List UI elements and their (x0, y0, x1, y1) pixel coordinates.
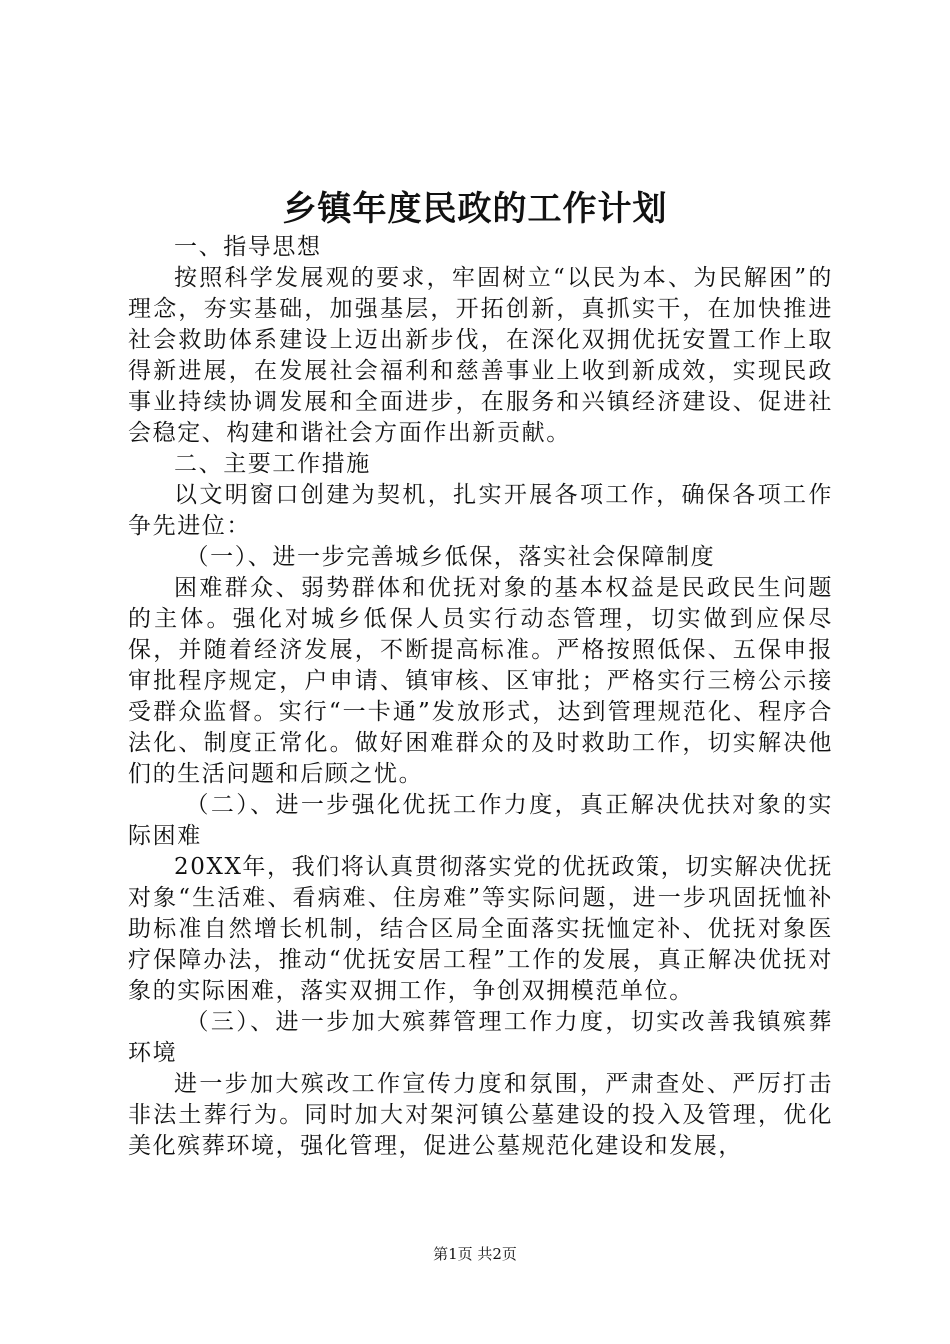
section-heading-guiding-ideology: 一、指导思想 (174, 234, 322, 260)
subheading-funeral-management: （三）、进一步加大殡葬管理工作力度，切实改善我镇殡葬环境 (128, 1009, 833, 1066)
subheading-social-security: （一）、进一步完善城乡低保，落实社会保障制度 (185, 544, 716, 570)
document-body (128, 232, 833, 1162)
page-footer: 第1页 共2页 (433, 1245, 517, 1263)
paragraph-social-security: 困难群众、弱势群体和优抚对象的基本权益是民政民生问题的主体。强化对城乡低保人员实行动态管理，切实做到应保尽保，并随着经济发展，不断提高标准。严格按照低保、五保申报审批程序规定，户申请、镇审核、区审批；严格实行三榜公示接受群众监督。实行“一卡通”发放形式，达到管理规范化、程序合法化、制度正常化。做好困难群众的及时救助工作，切实解决他们的生活问题和后顾之忧。 (128, 575, 833, 787)
paragraph-guiding-ideology: 按照科学发展观的要求，牢固树立“以民为本、为民解困”的理念，夯实基础，加强基层，开拓创新，真抓实干，在加快推进社会救助体系建设上迈出新步伐，在深化双拥优抚安置工作上取得新进展，在发展社会福利和慈善事业上收到新成效，实现民政事业持续协调发展和全面进步，在服务和兴镇经济建设、促进社会稳定、构建和谐社会方面作出新贡献。 (128, 265, 833, 446)
paragraph-preferential-care: 20XX年，我们将认真贯彻落实党的优抚政策，切实解决优抚对象“生活难、看病难、住房难”等实际问题，进一步巩固抚恤补助标准自然增长机制，结合区局全面落实抚恤定补、优抚对象医疗保障办法，推动“优抚安居工程”工作的发展，真正解决优抚对象的实际困难，落实双拥工作，争创双拥模范单位。 (128, 854, 833, 1004)
document-title: 乡镇年度民政的工作计划 (282, 189, 668, 229)
subheading-preferential-care: （二）、进一步强化优抚工作力度，真正解决优扶对象的实际困难 (128, 792, 833, 849)
paragraph-funeral-management: 进一步加大殡改工作宣传力度和氛围，严肃查处、严厉打击非法土葬行为。同时加大对架河镇公墓建设的投入及管理，优化美化殡葬环境，强化管理，促进公墓规范化建设和发展， (128, 1071, 833, 1159)
section-heading-main-measures: 二、主要工作措施 (174, 451, 371, 477)
paragraph-main-measures-intro: 以文明窗口创建为契机，扎实开展各项工作，确保各项工作争先进位： (128, 482, 833, 539)
